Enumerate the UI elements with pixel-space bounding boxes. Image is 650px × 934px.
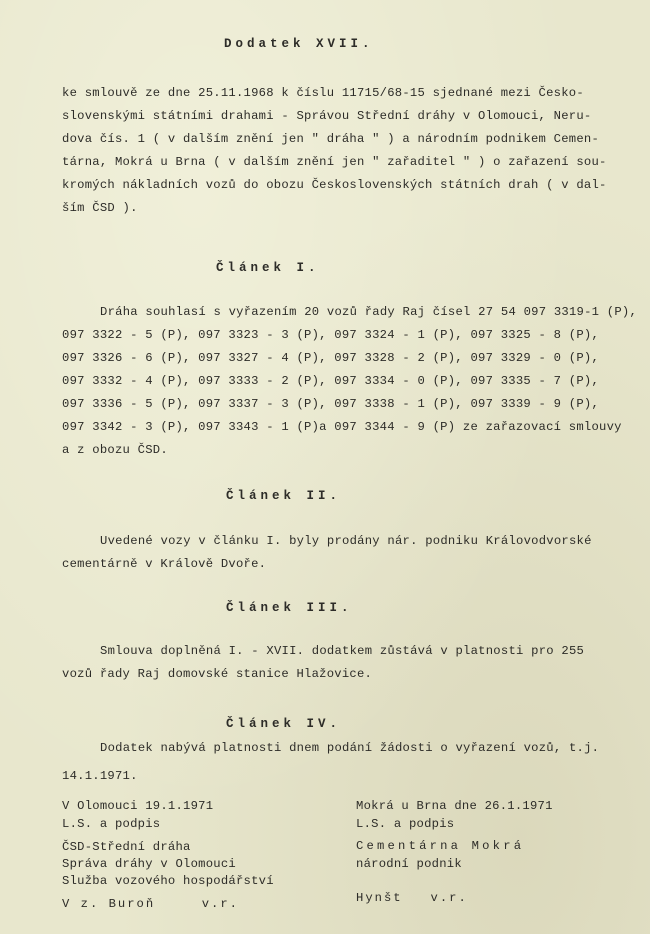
signature-right-line: L.S. a podpis [356, 817, 455, 831]
article-1-line: 097 3326 - 6 (P), 097 3327 - 4 (P), 097 3328 - 2 (P), 097 3329 - 0 (P), [62, 351, 600, 365]
intro-line: kromých nákladních vozů do obozu Československých státních drah ( v dal- [62, 178, 607, 192]
article-1-line: 097 3336 - 5 (P), 097 3337 - 3 (P), 097 3338 - 1 (P), 097 3339 - 9 (P), [62, 397, 600, 411]
signature-left-line: L.S. a podpis [62, 817, 161, 831]
article-3-line: vozů řady Raj domovské stanice Hlažovice. [62, 667, 373, 681]
intro-line: ším ČSD ). [62, 201, 138, 215]
intro-line: slovenskými státními drahami - Správou Střední dráhy v Olomouci, Neru- [62, 109, 592, 123]
signature-left-line: Správa dráhy v Olomouci [62, 857, 236, 871]
article-2-heading: Článek II. [226, 489, 342, 503]
article-1-line: a z obozu ČSD. [62, 443, 168, 457]
signature-right-line: Mokrá u Brna dne 26.1.1971 [356, 799, 553, 813]
article-3-heading: Článek III. [226, 601, 353, 615]
signature-left-line: Služba vozového hospodářství [62, 874, 274, 888]
signature-right-line: národní podnik [356, 857, 462, 871]
article-1-line: 097 3322 - 5 (P), 097 3323 - 3 (P), 097 3324 - 1 (P), 097 3325 - 8 (P), [62, 328, 600, 342]
signature-left-line: V Olomouci 19.1.1971 [62, 799, 214, 813]
signature-right-name: Hynšt v.r. [356, 891, 468, 905]
intro-line: tárna, Mokrá u Brna ( v dalším znění jen " zařaditel " ) o zařazení sou- [62, 155, 607, 169]
intro-line: dova čís. 1 ( v dalším znění jen " dráha " ) a národním podnikem Cemen- [62, 132, 600, 146]
article-1-heading: Článek I. [216, 261, 320, 275]
article-4-line: 14.1.1971. [62, 769, 138, 783]
signature-right-org: Cementárna Mokrá [356, 839, 525, 853]
article-4-line: Dodatek nabývá platnosti dnem podání žádosti o vyřazení vozů, t.j. [100, 741, 600, 755]
article-2-line: Uvedené vozy v článku I. byly prodány nár. podniku Královodvorské [100, 534, 592, 548]
signature-left-name: V z. Buroň v.r. [62, 897, 239, 911]
article-1-line: 097 3342 - 3 (P), 097 3343 - 1 (P)a 097 3344 - 9 (P) ze zařazovací smlouvy [62, 420, 622, 434]
signature-left-line: ČSD-Střední dráha [62, 840, 191, 854]
article-4-heading: Článek IV. [226, 717, 342, 731]
intro-line: ke smlouvě ze dne 25.11.1968 k číslu 11715/68-15 sjednané mezi Česko- [62, 86, 584, 100]
article-3-line: Smlouva doplněná I. - XVII. dodatkem zůstává v platnosti pro 255 [100, 644, 585, 658]
article-1-line: Dráha souhlasí s vyřazením 20 vozů řady Raj čísel 27 54 097 3319-1 (P), [100, 305, 638, 319]
article-2-line: cementárně v Králově Dvoře. [62, 557, 267, 571]
document-title: Dodatek XVII. [224, 37, 374, 51]
article-1-line: 097 3332 - 4 (P), 097 3333 - 2 (P), 097 3334 - 0 (P), 097 3335 - 7 (P), [62, 374, 600, 388]
